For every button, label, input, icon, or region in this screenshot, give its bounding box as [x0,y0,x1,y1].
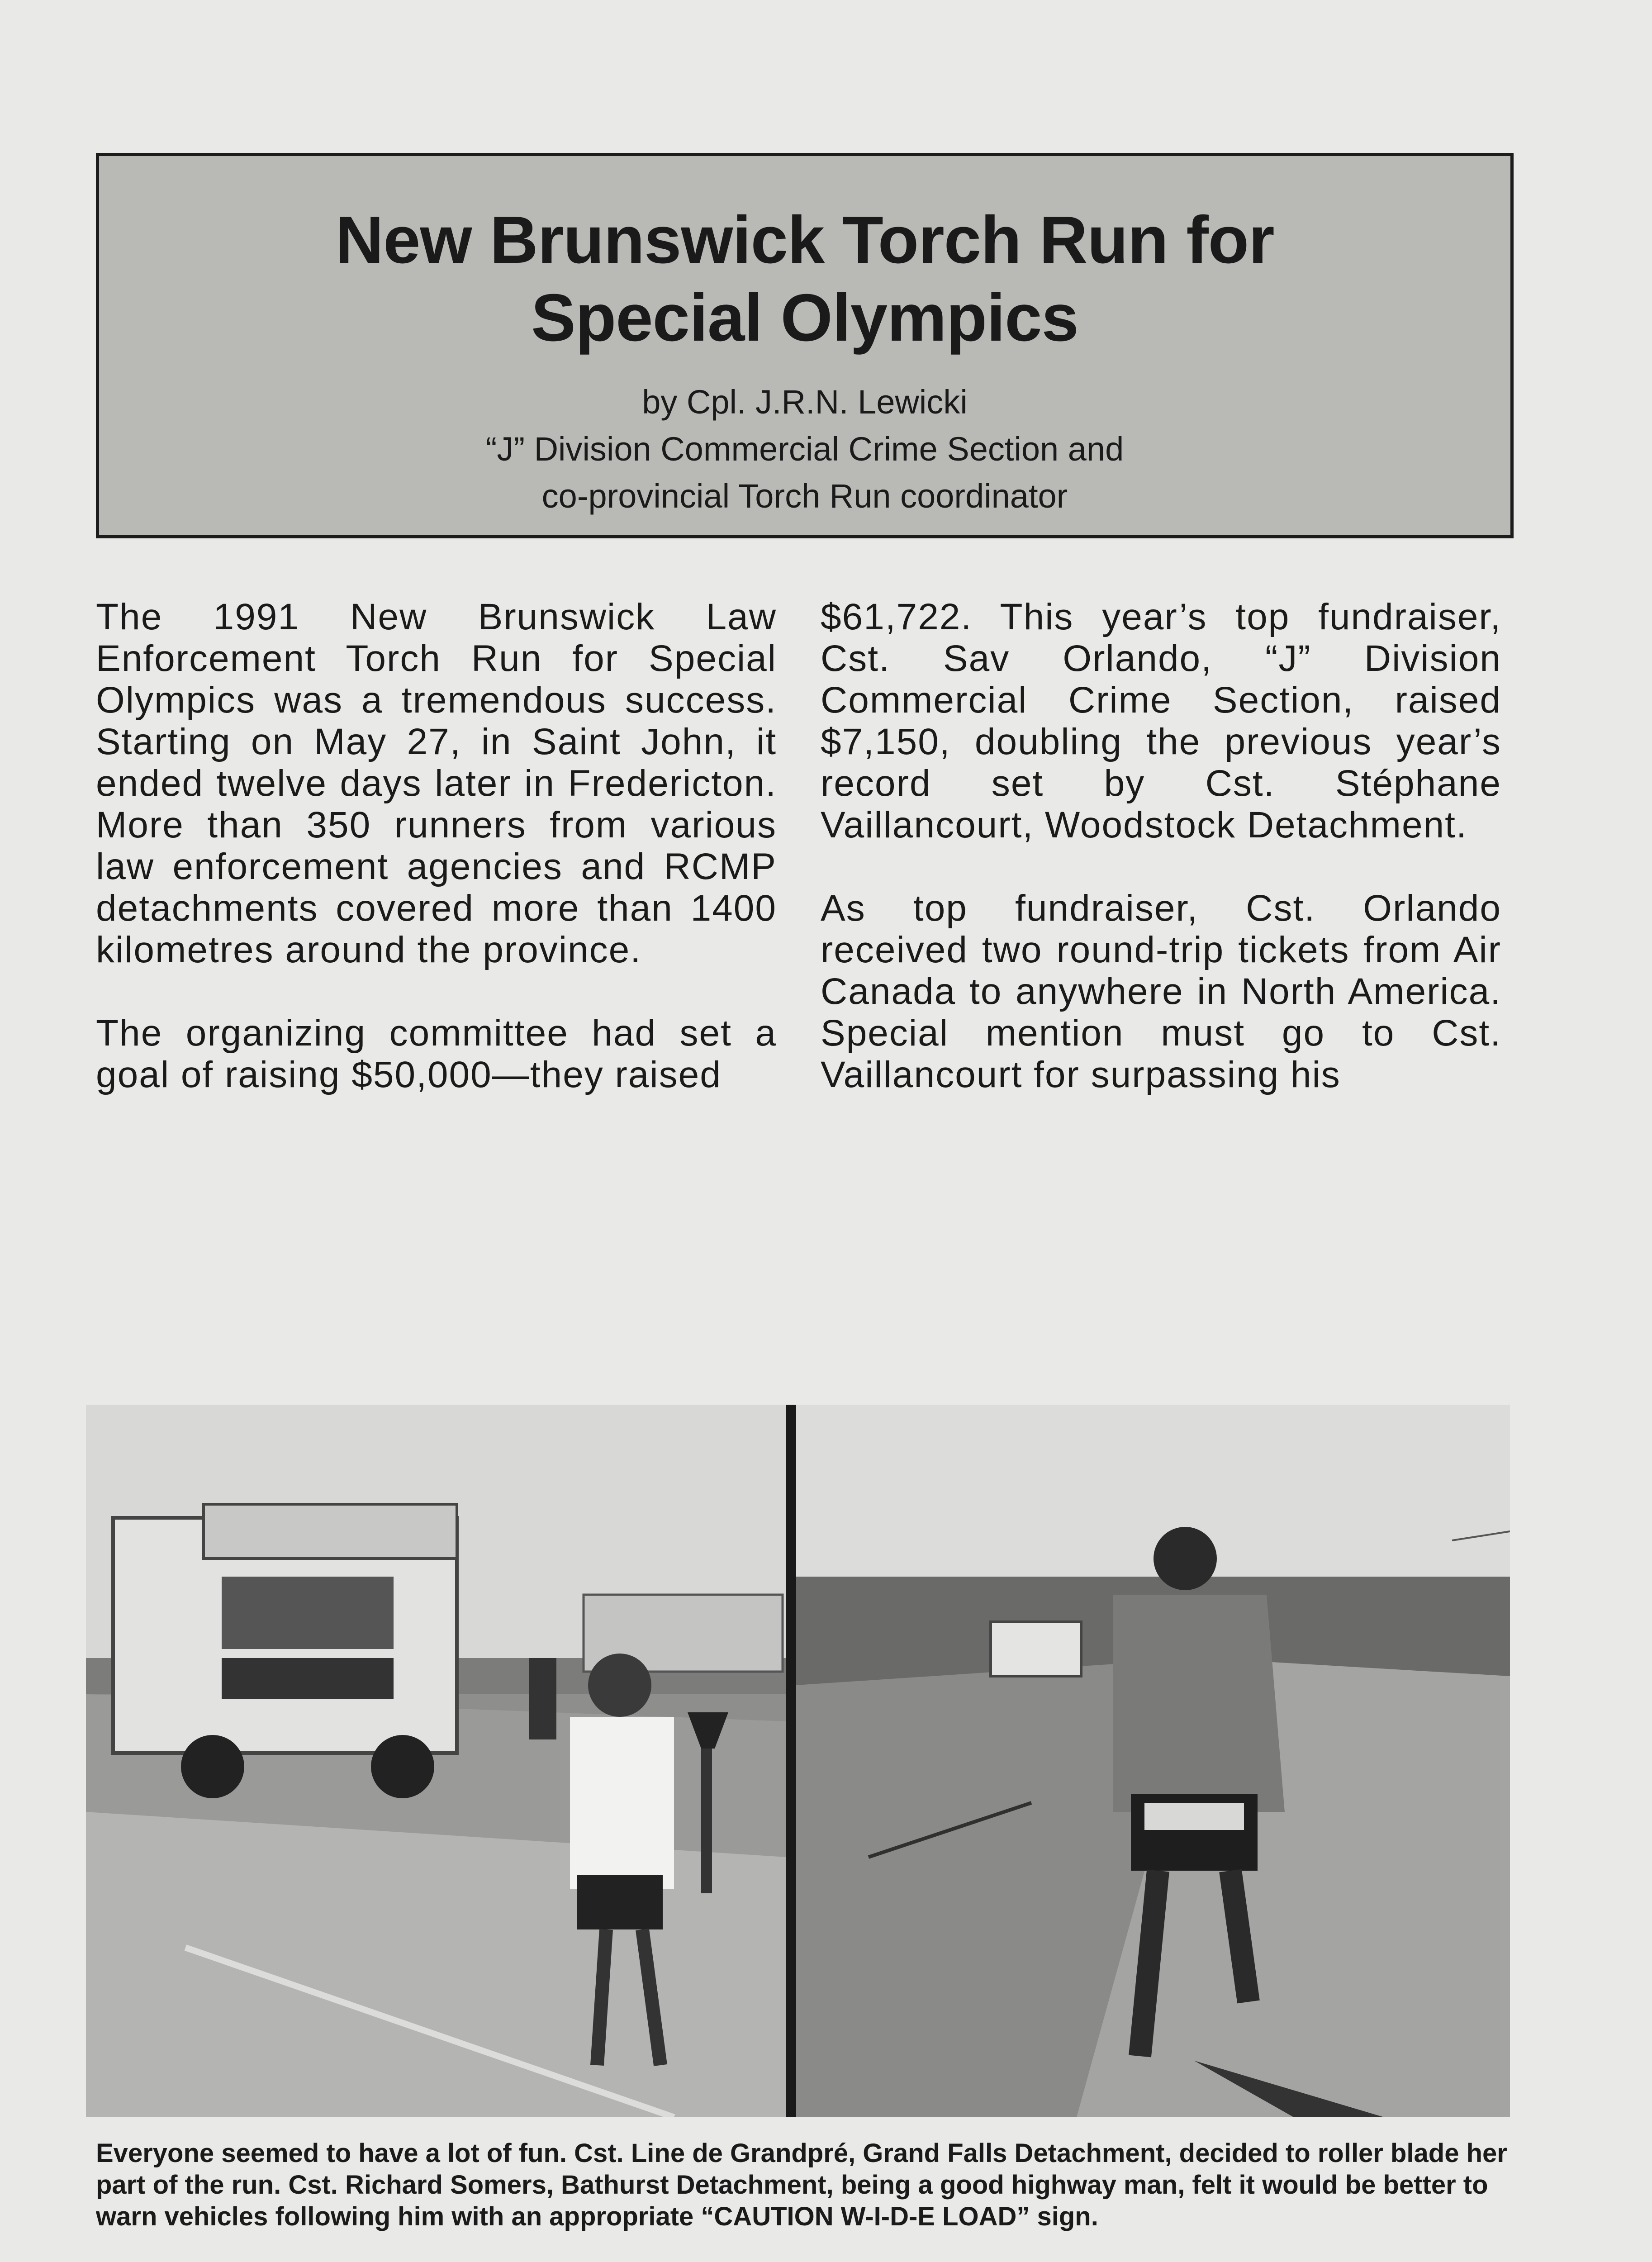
title-line-1: New Brunswick Torch Run for [335,203,1274,277]
author-role-line-1: “J” Division Commercial Crime Section and [485,430,1124,468]
paragraph-4: As top fundraiser, Cst. Orlando received two round-trip tickets from Air Canada to anywhere in North America. Special mention must go to Cst. Vaillancourt for surpassing his [821,888,1501,1095]
photo-caption: Everyone seemed to have a lot of fun. Cst. Line de Grandpré, Grand Falls Detachment, decided to roller blade her part of the run. Cst. Richard Somers, Bathurst Detachment, being a good highway man, felt it would be better to warn vehicles following him with an appropriate “CAUTION W-I-D-E LOAD” sign. [96,2138,1507,2231]
title-line-2: Special Olympics [531,280,1078,355]
article-column-left [96,596,777,1137]
author: by Cpl. J.R.N. Lewicki [642,383,968,421]
title-box [96,153,1514,538]
article-column-right [821,596,1501,1137]
photo-runner-caution-sign [796,1405,1510,2117]
photo-divider [786,1405,796,2117]
article-title [99,201,1510,357]
paragraph-1: The 1991 New Brunswick Law Enforcement Torch Run for Special Olympics was a tremendous success. Starting on May 27, in Saint John, it ended twelve days later in Fredericton. More than 350 runners from various law enforcement agencies and RCMP detachments covered more than 1400 kilometres around the province. [96,596,777,970]
paragraph-3: $61,722. This year’s top fundraiser, Cst. Sav Orlando, “J” Division Commercial Crime Section, raised $7,150, doubling the previous year’s record set by Cst. Stéphane Vaillancourt, Woodstock Detachment. [821,596,1501,846]
byline [99,379,1510,520]
author-role-line-2: co-provincial Torch Run coordinator [541,477,1068,515]
photo-motorhome-runner [86,1405,786,2117]
paragraph-2: The organizing committee had set a goal of raising $50,000—they raised [96,1012,777,1095]
